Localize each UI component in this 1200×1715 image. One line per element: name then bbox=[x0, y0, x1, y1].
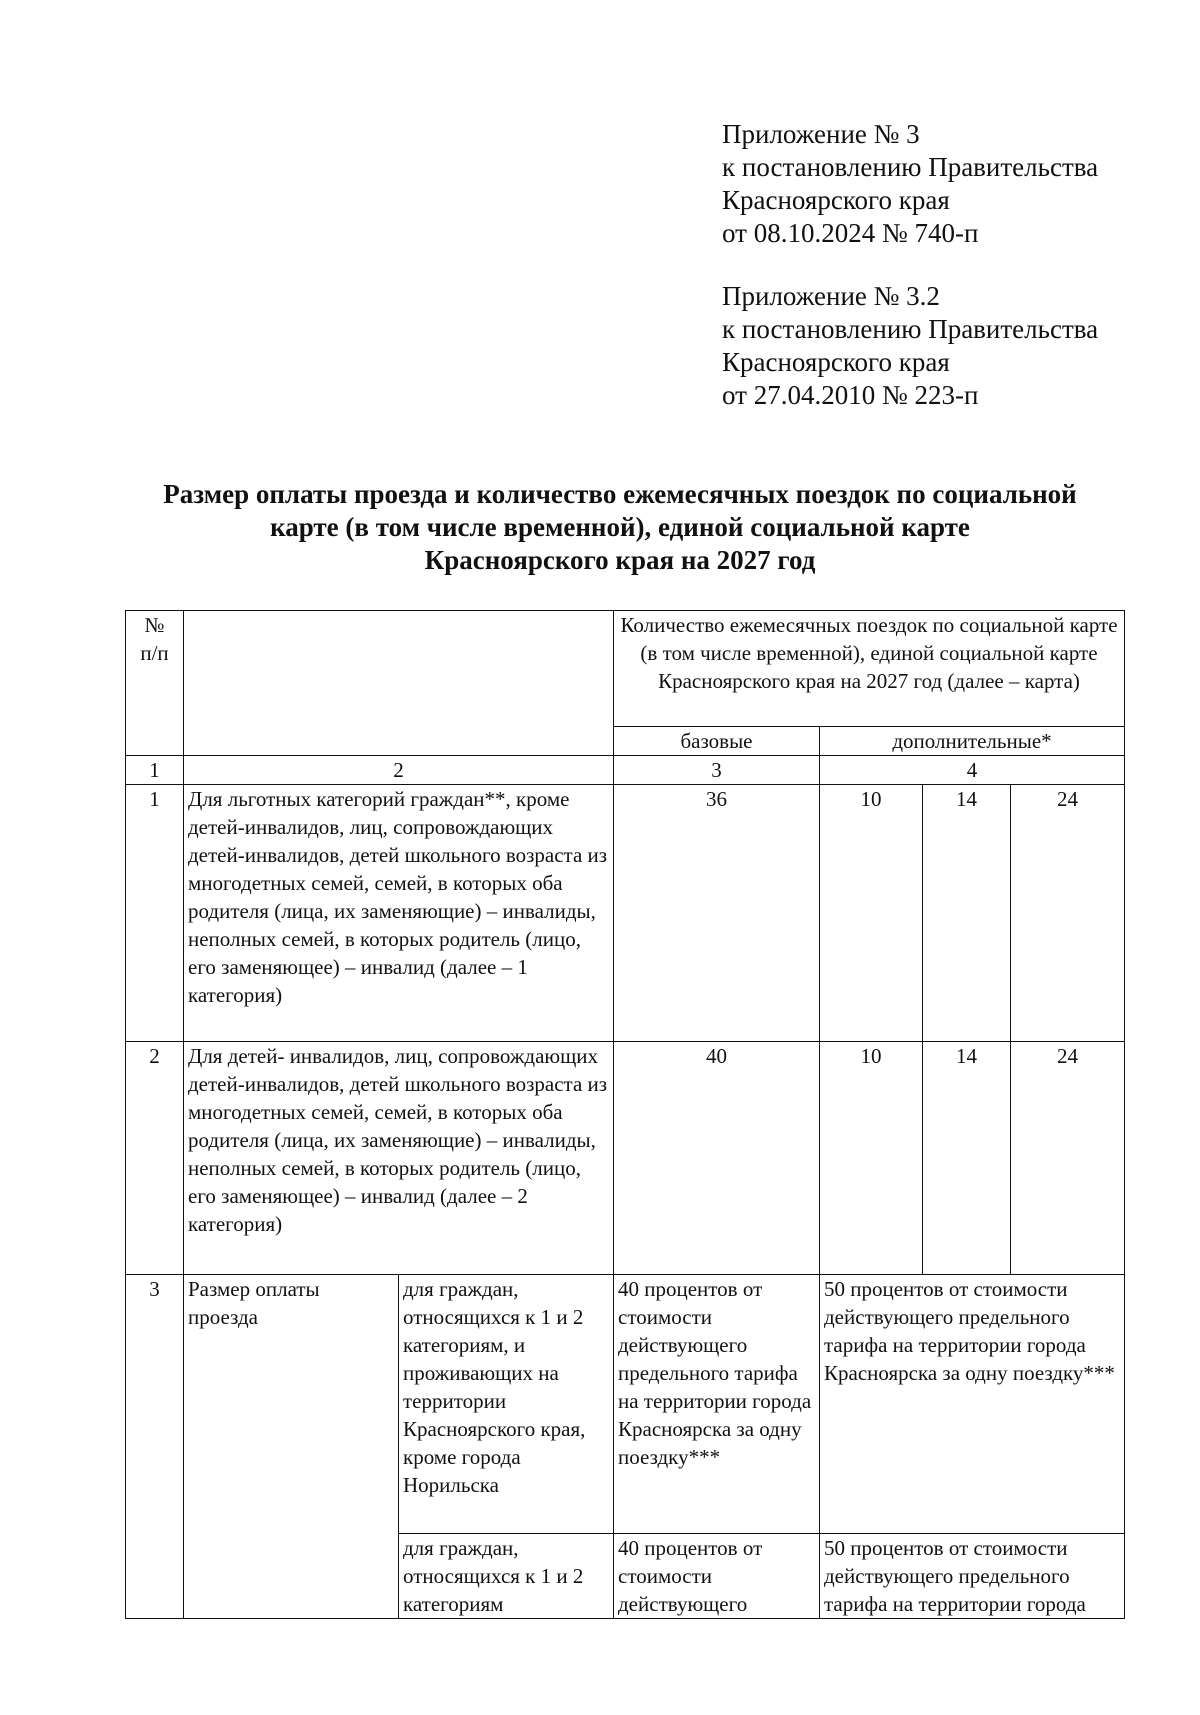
additional-trips: 10 bbox=[820, 1042, 923, 1275]
approval-line: от 08.10.2024 № 740-п bbox=[722, 218, 979, 248]
additional-trips: 10 bbox=[820, 785, 923, 1042]
column-number: 1 bbox=[126, 756, 184, 785]
additional-trips: 24 bbox=[1011, 785, 1125, 1042]
approval-line: от 27.04.2010 № 223-п bbox=[722, 380, 979, 410]
approval-line: Приложение № 3.2 bbox=[722, 281, 940, 311]
approval-line: Приложение № 3 bbox=[722, 119, 920, 149]
basic-fare: 40 процентов от стоимости действующего предельного тарифа на территории города Красноярска за одну поездку*** bbox=[614, 1275, 820, 1534]
additional-fare: 50 процентов от стоимости действующего предельного тарифа на территории города Красноярска за одну поездку*** bbox=[820, 1275, 1125, 1534]
title-line: Красноярского края на 2027 год bbox=[424, 545, 816, 575]
approval-block-2 bbox=[722, 280, 1098, 412]
column-number: 3 bbox=[614, 756, 820, 785]
row-num: 3 bbox=[126, 1275, 184, 1619]
basic-fare: 40 процентов от стоимости действующего bbox=[614, 1534, 820, 1619]
title-line: карте (в том числе временной), единой социальной карте bbox=[270, 512, 970, 542]
row-label: Размер оплаты проезда bbox=[184, 1275, 399, 1619]
approval-line: Красноярского края bbox=[722, 185, 950, 215]
additional-trips: 24 bbox=[1011, 1042, 1125, 1275]
table-row bbox=[126, 1042, 1125, 1275]
column-number-row bbox=[126, 756, 1125, 785]
row-description: Для детей- инвалидов, лиц, сопровождающих детей-инвалидов, детей школьного возраста из многодетных семей, семей, в которых оба родителя (лица, их заменяющие) – инвалиды, неполных семей, в которых родитель (лицо, его заменяющее) – инвалид (далее – 2 категория) bbox=[184, 1042, 614, 1275]
additional-fare: 50 процентов от стоимости действующего предельного тарифа на территории города bbox=[820, 1534, 1125, 1619]
table-row bbox=[126, 1275, 1125, 1534]
additional-trips: 14 bbox=[923, 1042, 1011, 1275]
basic-trips: 40 bbox=[614, 1042, 820, 1275]
header-empty bbox=[184, 611, 614, 756]
header-additional: дополнительные* bbox=[820, 727, 1125, 756]
approval-line: Красноярского края bbox=[722, 347, 950, 377]
header-row bbox=[126, 611, 1125, 727]
column-number: 2 bbox=[184, 756, 614, 785]
document-title bbox=[120, 478, 1120, 577]
row-num: 2 bbox=[126, 1042, 184, 1275]
citizen-group: для граждан, относящихся к 1 и 2 категориям, и проживающих на территории Красноярского края, кроме города Норильска bbox=[399, 1275, 614, 1534]
approval-line: к постановлению Правительства bbox=[722, 152, 1099, 182]
column-number: 4 bbox=[820, 756, 1125, 785]
citizen-group: для граждан, относящихся к 1 и 2 категориям bbox=[399, 1534, 614, 1619]
table-row bbox=[126, 785, 1125, 1042]
title-line: Размер оплаты проезда и количество ежемесячных поездок по социальной bbox=[163, 479, 1077, 509]
row-num: 1 bbox=[126, 785, 184, 1042]
row-description: Для льготных категорий граждан**, кроме детей-инвалидов, лиц, сопровождающих детей-инвалидов, детей школьного возраста из многодетных семей, семей, в которых оба родителя (лица, их заменяющие) – инвалиды, неполных семей, в которых родитель (лицо, его заменяющее) – инвалид (далее – 1 категория) bbox=[184, 785, 614, 1042]
additional-trips: 14 bbox=[923, 785, 1011, 1042]
fare-table bbox=[125, 610, 1125, 1619]
approval-block-1 bbox=[722, 118, 1098, 250]
approval-line: к постановлению Правительства bbox=[722, 314, 1099, 344]
header-num: № п/п bbox=[126, 611, 184, 756]
basic-trips: 36 bbox=[614, 785, 820, 1042]
header-trips: Количество ежемесячных поездок по социальной карте (в том числе временной), единой социальной карте Красноярского края на 2027 год (далее – карта) bbox=[614, 611, 1125, 727]
header-basic: базовые bbox=[614, 727, 820, 756]
